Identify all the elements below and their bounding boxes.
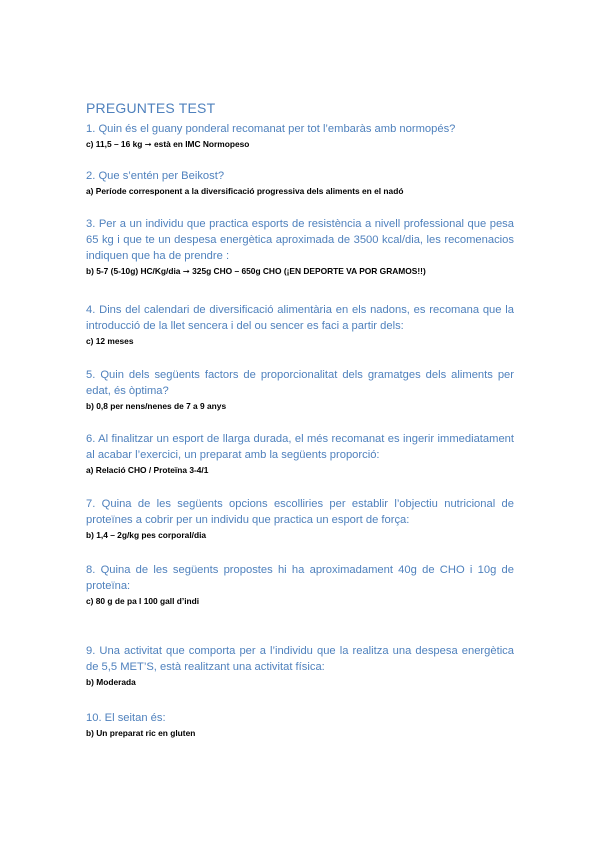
answer-text: c) 12 meses [86, 336, 134, 346]
question-text: 7. Quina de les següents opcions escolliries per establir l’objectiu nutricional de proteïnes a cobrir per un individu que practica un esport de força: [86, 498, 514, 526]
question-10 [86, 710, 514, 740]
answer-text: b) 1,4 – 2g/kg pes corporal/dia [86, 530, 207, 540]
answer-text: b) Moderada [86, 677, 136, 687]
page-title: PREGUNTES TEST [86, 100, 216, 116]
answer-text: b) 5-7 (5-10g) HC/Kg/dia ➞ 325g CHO – 650g CHO (¡EN DEPORTE VA POR GRAMOS!!) [86, 266, 426, 276]
question-text: 3. Per a un individu que practica esports de resistència a nivell professional que pesa 65 kg i que te un despesa energètica aproximada de 3500 kcal/dia, les recomenacios indiquen que ha de prendre : [86, 218, 514, 262]
question-text: 2. Que s’entén per Beikost? [86, 170, 225, 182]
question-9 [86, 643, 514, 689]
question-6 [86, 431, 514, 477]
answer-text: b) Un preparat ric en gluten [86, 728, 196, 738]
question-text: 6. Al finalitzar un esport de llarga durada, el més recomanat es ingerir immediatament al acabar l’exercici, un preparat amb la següents proporció: [86, 433, 514, 461]
question-8 [86, 562, 514, 608]
question-7 [86, 496, 514, 542]
question-text: 10. El seitan és: [86, 712, 166, 724]
question-text: 1. Quin és el guany ponderal recomanat per tot l’embaràs amb normopés? [86, 123, 456, 135]
question-text: 5. Quin dels següents factors de proporcionalitat dels gramatges dels aliments per edat, és òptima? [86, 369, 514, 397]
answer-text: c) 11,5 – 16 kg ➞ està en IMC Normopeso [86, 139, 250, 149]
question-3 [86, 216, 514, 278]
question-4 [86, 302, 514, 348]
question-text: 8. Quina de les següents propostes hi ha aproximadament 40g de CHO i 10g de proteïna: [86, 564, 514, 592]
answer-text: b) 0,8 per nens/nenes de 7 a 9 anys [86, 401, 227, 411]
answer-text: a) Relació CHO / Proteïna 3-4/1 [86, 465, 209, 475]
answer-text: c) 80 g de pa I 100 gall d’indi [86, 596, 200, 606]
question-2 [86, 168, 514, 198]
question-1 [86, 121, 514, 151]
answer-text: a) Període corresponent a la diversificació progressiva dels aliments en el nadó [86, 186, 404, 196]
question-text: 9. Una activitat que comporta per a l’individu que la realitza una despesa energètica de 5,5 MET’S, està realitzant una activitat física: [86, 645, 514, 673]
question-text: 4. Dins del calendari de diversificació alimentària en els nadons, es recomana que la introducció de la llet sencera i del ou sencer es faci a partir dels: [86, 304, 514, 332]
question-5 [86, 367, 514, 413]
